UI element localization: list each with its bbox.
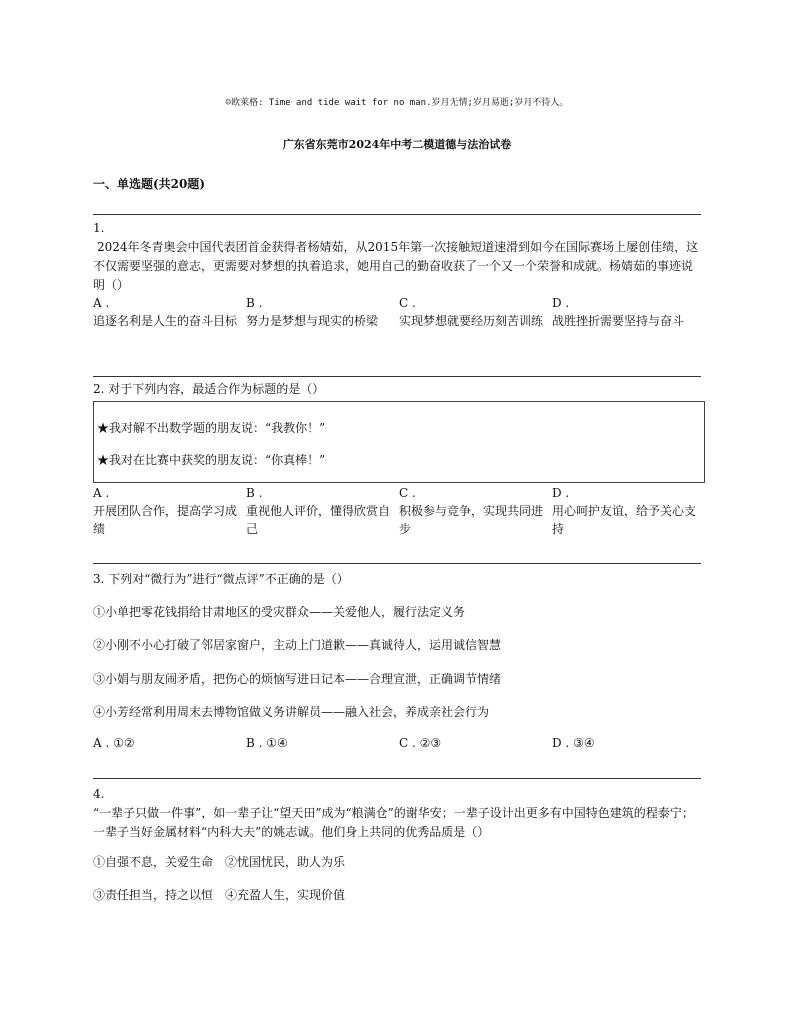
option-text: 开展团队合作，提高学习成绩 bbox=[93, 504, 238, 536]
option-b[interactable] bbox=[246, 484, 399, 538]
divider bbox=[93, 376, 701, 377]
quote-line: ★我对在比赛中获奖的朋友说：“你真棒！” bbox=[97, 453, 326, 467]
question-1 bbox=[93, 219, 703, 295]
option-text: 重视他人评价，懂得欣赏自己 bbox=[246, 504, 391, 536]
option-letter: B . bbox=[246, 486, 263, 500]
option-letter: C . bbox=[399, 296, 416, 310]
quote-line: ★我对解不出数学题的朋友说：“我教你！” bbox=[97, 421, 326, 435]
option-letter: D . bbox=[552, 486, 570, 500]
option-c[interactable] bbox=[399, 294, 552, 330]
option-c[interactable] bbox=[399, 484, 552, 538]
question-2 bbox=[93, 380, 703, 399]
divider bbox=[93, 778, 701, 779]
option-text: 用心呵护友谊，给予关心支持 bbox=[552, 504, 697, 536]
option-letter: D . bbox=[552, 296, 570, 310]
option-letter: A . bbox=[93, 296, 110, 310]
question-stem: 3. 下列对“微行为”进行“微点评”不正确的是（） bbox=[93, 572, 349, 586]
option-a[interactable]: A . ①② bbox=[93, 736, 135, 750]
header-note: ☺欧莱格: Time and tide wait for no man.岁月无情;岁月易逝;岁月不待人。 bbox=[225, 98, 569, 108]
divider bbox=[93, 563, 701, 564]
question-1-options bbox=[93, 294, 705, 330]
option-a[interactable] bbox=[93, 294, 246, 330]
question-4 bbox=[93, 785, 703, 842]
question-stem: 2024年冬青奥会中国代表团首金获得者杨婧茹，从2015年第一次接触短道速滑到如今在国际赛场上屡创佳绩，这不仅需要坚强的意志，更需要对梦想的执着追求，她用自己的勤奋收获了一个又一个荣誉和成就。杨婧茹的事迹说明（） bbox=[93, 240, 699, 292]
statement-1: ①小单把零花钱捐给甘肃地区的受灾群众——关爱他人，履行法定义务 bbox=[93, 605, 466, 619]
option-text: 追逐名利是人生的奋斗目标 bbox=[93, 314, 238, 328]
option-text: 积极参与竞争，实现共同进步 bbox=[399, 504, 544, 536]
option-text: 努力是梦想与现实的桥梁 bbox=[246, 314, 379, 328]
option-letter: C . bbox=[399, 486, 416, 500]
option-d[interactable] bbox=[552, 484, 705, 538]
question-stem: 2. 对于下列内容，最适合作为标题的是（） bbox=[93, 382, 325, 396]
option-b[interactable] bbox=[246, 294, 399, 330]
statement-2: ②小刚不小心打破了邻居家窗户，主动上门道歉——真诚待人，运用诚信智慧 bbox=[93, 638, 502, 652]
statement-row-2: ③责任担当，持之以恒 ④充盈人生，实现价值 bbox=[93, 888, 346, 902]
question-3-options bbox=[93, 736, 705, 750]
question-number: 4. bbox=[93, 787, 105, 801]
quote-box bbox=[93, 401, 705, 483]
option-a[interactable] bbox=[93, 484, 246, 538]
section-title: 一、单选题(共20题) bbox=[93, 177, 206, 191]
option-text: 战胜挫折需要坚持与奋斗 bbox=[552, 314, 685, 328]
option-c[interactable]: C . ②③ bbox=[399, 736, 442, 750]
divider bbox=[93, 214, 701, 215]
option-letter: A . bbox=[93, 486, 110, 500]
option-d[interactable] bbox=[552, 294, 705, 330]
statement-4: ④小芳经常利用周末去博物馆做义务讲解员——融入社会，养成亲社会行为 bbox=[93, 705, 490, 719]
option-text: 实现梦想就要经历刻苦训练 bbox=[399, 314, 544, 328]
question-3 bbox=[93, 570, 703, 589]
option-d[interactable]: D . ③④ bbox=[552, 736, 595, 750]
question-stem: “一辈子只做一件事”，如一辈子让“望天田”成为“粮满仓”的谢华安；一辈子设计出更多有中国特色建筑的程泰宁；一辈子当好金属材料“内科大夫”的姚志诚。他们身上共同的优秀品质是（） bbox=[93, 806, 694, 839]
question-number: 1. bbox=[93, 221, 105, 235]
option-letter: B . bbox=[246, 296, 263, 310]
statement-row-1: ①自强不息，关爱生命 ②忧国忧民，助人为乐 bbox=[93, 855, 346, 869]
option-b[interactable]: B . ①④ bbox=[246, 736, 288, 750]
question-2-options bbox=[93, 484, 705, 538]
statement-3: ③小娟与朋友闹矛盾，把伤心的烦恼写进日记本——合理宣泄，正确调节情绪 bbox=[93, 672, 502, 686]
document-title: 广东省东莞市2024年中考二模道德与法治试卷 bbox=[282, 138, 512, 151]
